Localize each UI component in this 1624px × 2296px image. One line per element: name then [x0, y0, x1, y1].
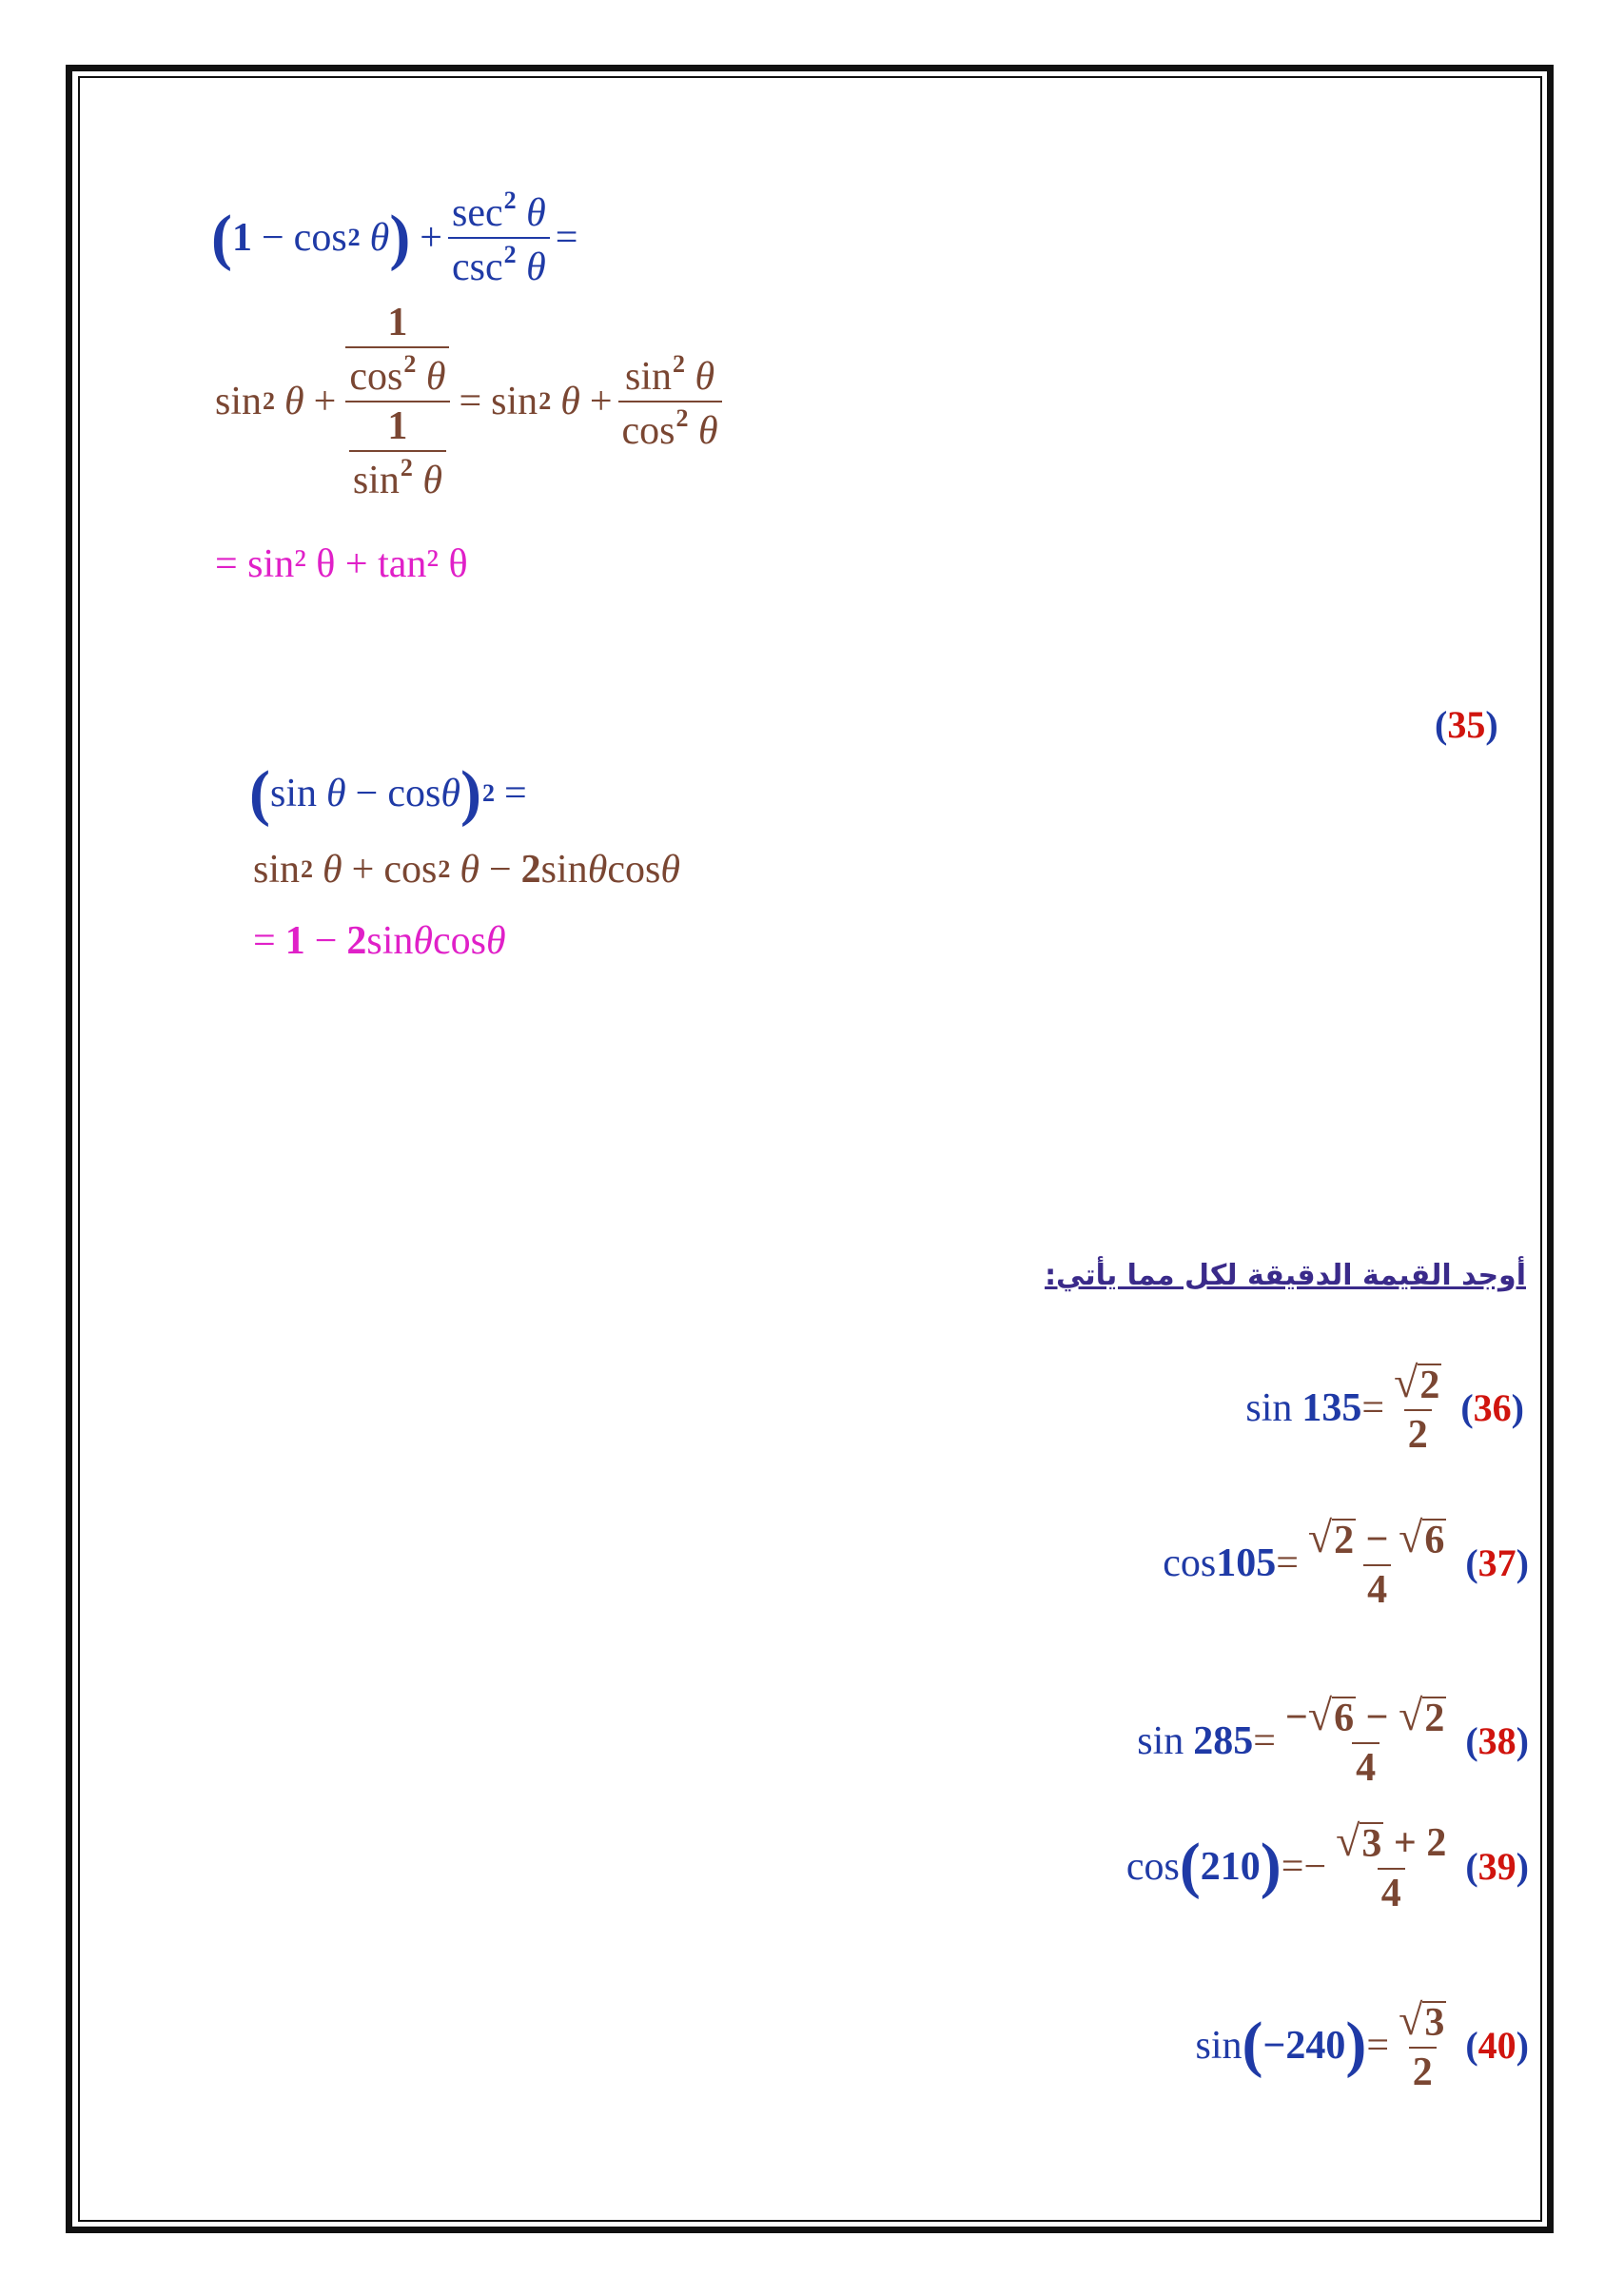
- p35-result: = 1 − 2 sin θ cos θ: [253, 919, 506, 963]
- complex-fraction: $\frac{\frac{1}{\cos^2 \theta}}{\frac{1}{\sin^2 \theta}}$: [342, 303, 453, 500]
- p34-line1: ( 1 − cos 2 θ ) + $\frac{\sec^2 \theta}{\csc^2 \theta}$ =: [211, 186, 578, 289]
- exercise-36: sin 135 = √ 2 2 (36): [1245, 1358, 1524, 1457]
- exercise-37: cos 105 = √ 2 − √ 6 4 (37): [1163, 1513, 1529, 1612]
- exercise-38: sin 285 = − √ 6 − √ 2 4 (38): [1137, 1691, 1529, 1790]
- e36-number: 36: [1473, 1385, 1512, 1429]
- e39-number: 39: [1477, 1844, 1516, 1888]
- e37-number: 37: [1477, 1540, 1516, 1584]
- e40-number: 40: [1477, 2023, 1516, 2067]
- sin-over-cos-fraction: $\frac{\sin^2 \theta}{\cos^2 \theta}$: [618, 352, 722, 451]
- p34-result: = sin² θ + tan² θ: [215, 542, 468, 586]
- sec-over-csc-fraction: $\frac{\sec^2 \theta}{\csc^2 \theta}$: [448, 188, 550, 287]
- e38-number: 38: [1477, 1718, 1516, 1762]
- p35-number: (35): [1435, 703, 1498, 746]
- exercise-heading: أوجد القيمة الدقيقة لكل مما يأتي:: [1045, 1259, 1526, 1292]
- p35-line1: ( sin θ − cos θ ) 2 =: [249, 758, 527, 828]
- exercise-39: cos ( 210 ) = − √ 3 + 2 4 (39): [1125, 1816, 1529, 1915]
- p34-line2: sin 2 θ + $\frac{\frac{1}{\cos^2 \theta}}{\frac{1}{\sin^2 \theta}}$ = sin 2 θ + $\frac{\sin^2 \theta}{\cos^2 \theta}$: [215, 303, 728, 500]
- p35-line2: sin 2 θ + cos 2 θ − 2 sin θ cos θ: [253, 848, 680, 892]
- exercise-40: sin ( −240 ) = √ 3 2 (40): [1195, 1995, 1529, 2094]
